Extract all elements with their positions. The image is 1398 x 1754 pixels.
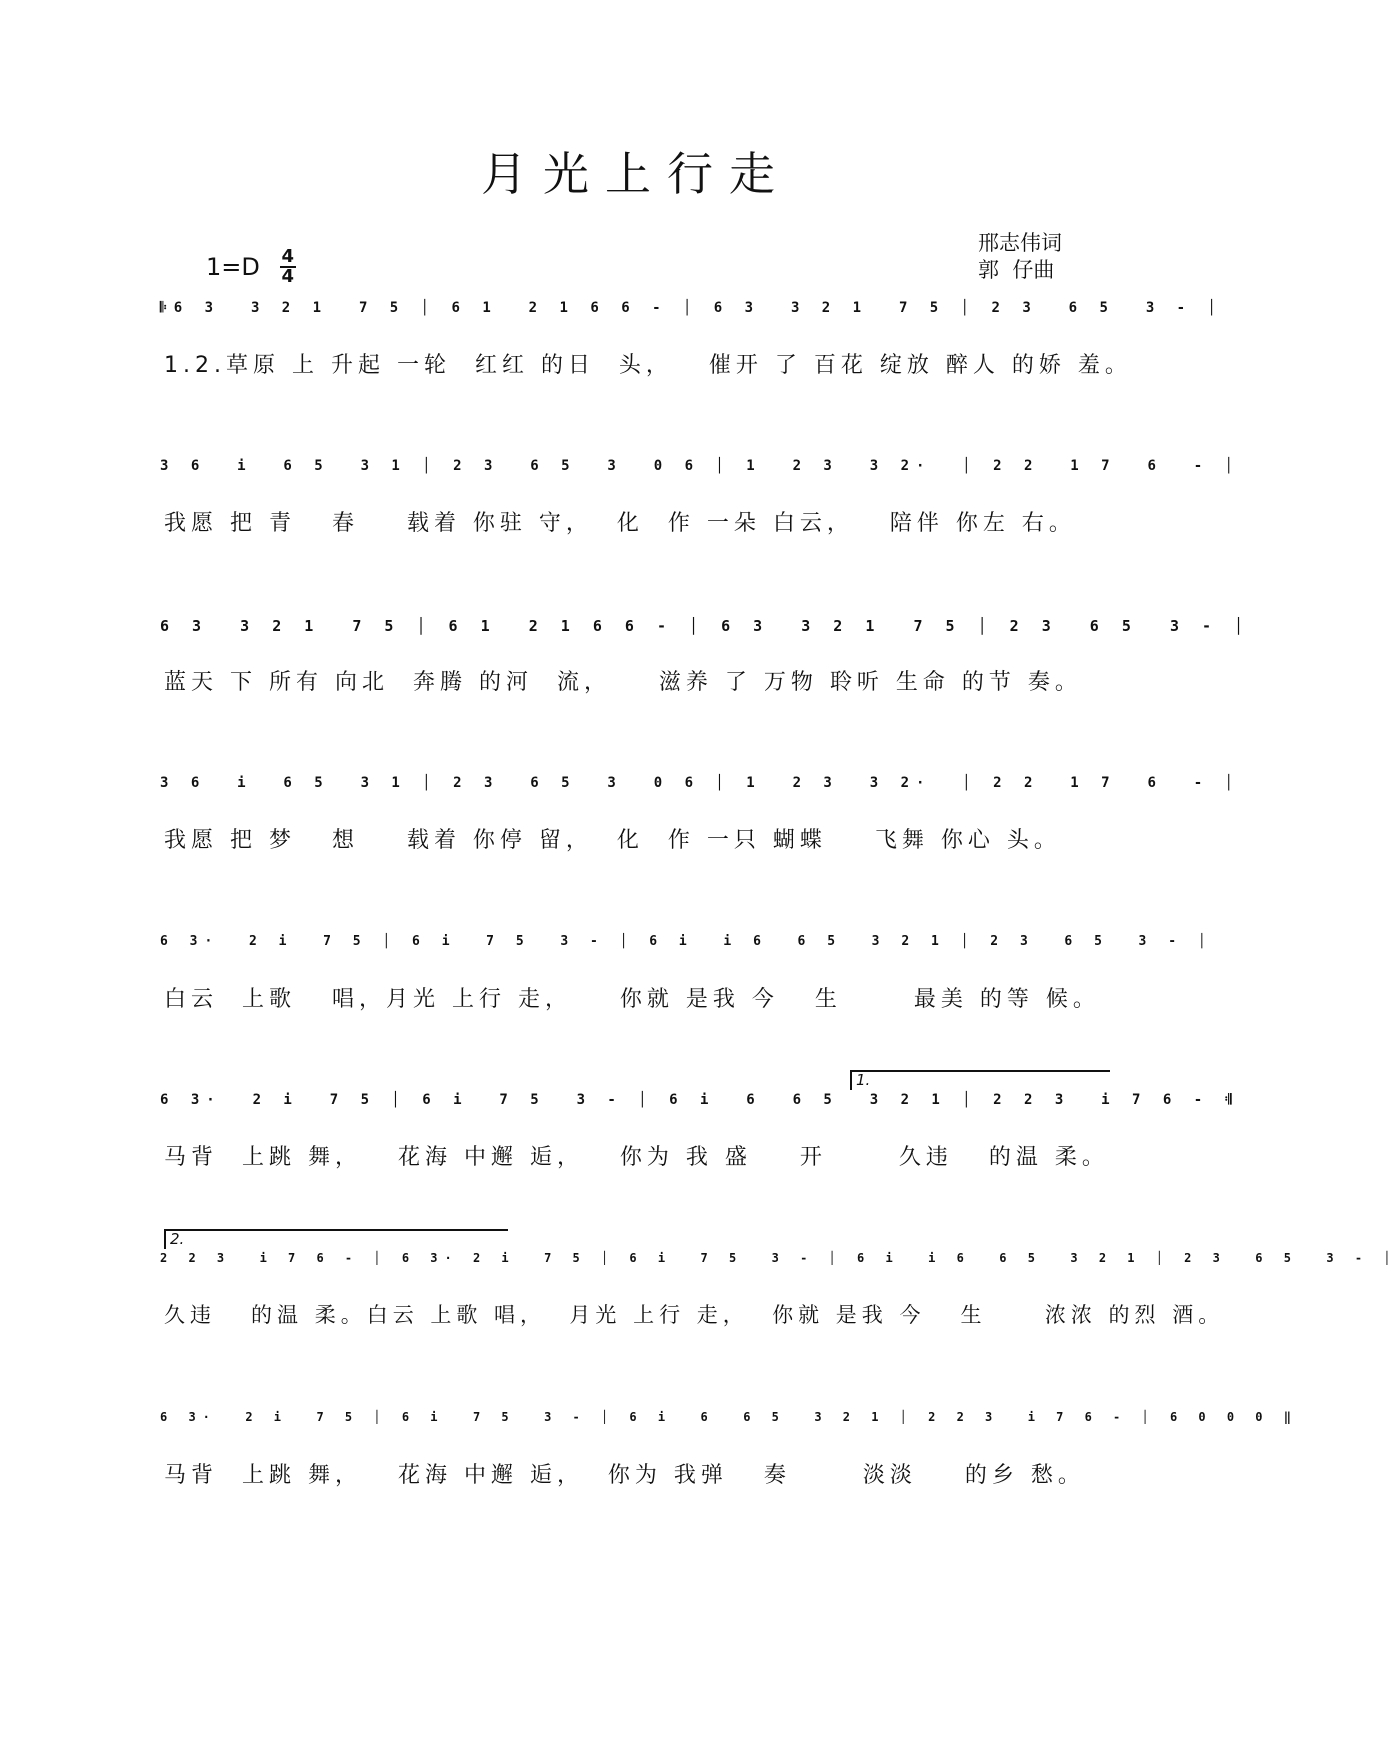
key-label: 1=D	[206, 253, 260, 281]
time-signature	[280, 248, 297, 286]
credits	[978, 230, 1062, 284]
lyric-line: 我愿 把 青 春 载着 你驻 守， 化 作 一朵 白云， 陪伴 你左 右。	[164, 511, 1076, 536]
notation-line: 3 6 i 6 5 3 1 │ 2 3 6 5 3 0 6 │ 1 2 3 3 2· │ 2 2 1 7 6 - │	[160, 775, 1241, 791]
score-system	[160, 934, 1213, 1054]
score-system	[160, 1230, 1398, 1371]
score-system	[160, 775, 1241, 895]
time-denominator: 4	[281, 266, 295, 287]
volta-label: 2.	[170, 1230, 185, 1248]
composer: 郭 仔曲	[978, 258, 1055, 282]
second-ending-bracket	[164, 1229, 508, 1249]
lyric-line: 马背 上跳 舞， 花海 中邂 逅， 你为 我 盛 开 久违 的温 柔。	[164, 1145, 1109, 1170]
lyric-line: 马背 上跳 舞， 花海 中邂 逅， 你为 我弹 奏 淡淡 的乡 愁。	[164, 1463, 1085, 1488]
lyric-line: 久违 的温 柔。白云 上歌 唱， 月光 上行 走， 你就 是我 今 生 浓浓 的烈 酒。	[164, 1303, 1225, 1327]
notation-line: 6 3· 2 i 7 5 │ 6 i 7 5 3 - │ 6 i 6 6 5 3 2 1 │ 2 2 3 i 7 6 - │ 6 0 0 0 ‖	[160, 1410, 1298, 1424]
song-title: 月光上行走	[481, 147, 791, 201]
score-system	[160, 1071, 1239, 1212]
notation-line: 6 3 3 2 1 7 5 │ 6 1 2 1 6 6 - │ 6 3 3 2 1 7 5 │ 2 3 6 5 3 - │	[160, 617, 1251, 635]
time-numerator: 4	[281, 246, 295, 267]
score-system	[160, 617, 1251, 737]
lyric-line: 1.2.草原 上 升起 一轮 红红 的日 头， 催开 了 百花 绽放 醉人 的娇 羞。	[164, 353, 1132, 378]
lyric-line: 白云 上歌 唱，月光 上行 走， 你就 是我 今 生 最美 的等 候。	[164, 987, 1100, 1012]
score-system	[160, 1410, 1298, 1530]
lyricist: 邢志伟词	[978, 231, 1062, 255]
lyric-line: 我愿 把 梦 想 载着 你停 留， 化 作 一只 蝴蝶 飞舞 你心 头。	[164, 828, 1061, 853]
notation-line: 2 2 3 i 7 6 - │ 6 3· 2 i 7 5 │ 6 i 7 5 3 - │ 6 i i 6 6 5 3 2 1 │ 2 3 6 5 3 - │	[160, 1251, 1398, 1265]
volta-label: 1.	[856, 1071, 871, 1089]
score-system	[160, 458, 1241, 578]
key-signature	[206, 248, 296, 286]
notation-line: 𝄆6 3 3 2 1 7 5 │ 6 1 2 1 6 6 - │ 6 3 3 2 1 7 5 │ 2 3 6 5 3 - │	[160, 300, 1223, 316]
score-system	[160, 300, 1223, 420]
lyric-line: 蓝天 下 所有 向北 奔腾 的河 流， 滋养 了 万物 聆听 生命 的节 奏。	[164, 670, 1082, 695]
notation-line: 6 3· 2 i 7 5 │ 6 i 7 5 3 - │ 6 i 6 6 5 3 2 1 │ 2 2 3 i 7 6 - 𝄇	[160, 1092, 1239, 1108]
notation-line: 6 3· 2 i 7 5 │ 6 i 7 5 3 - │ 6 i i 6 6 5 3 2 1 │ 2 3 6 5 3 - │	[160, 934, 1213, 949]
first-ending-bracket	[850, 1070, 1110, 1090]
notation-line: 3 6 i 6 5 3 1 │ 2 3 6 5 3 0 6 │ 1 2 3 3 2· │ 2 2 1 7 6 - │	[160, 458, 1241, 474]
